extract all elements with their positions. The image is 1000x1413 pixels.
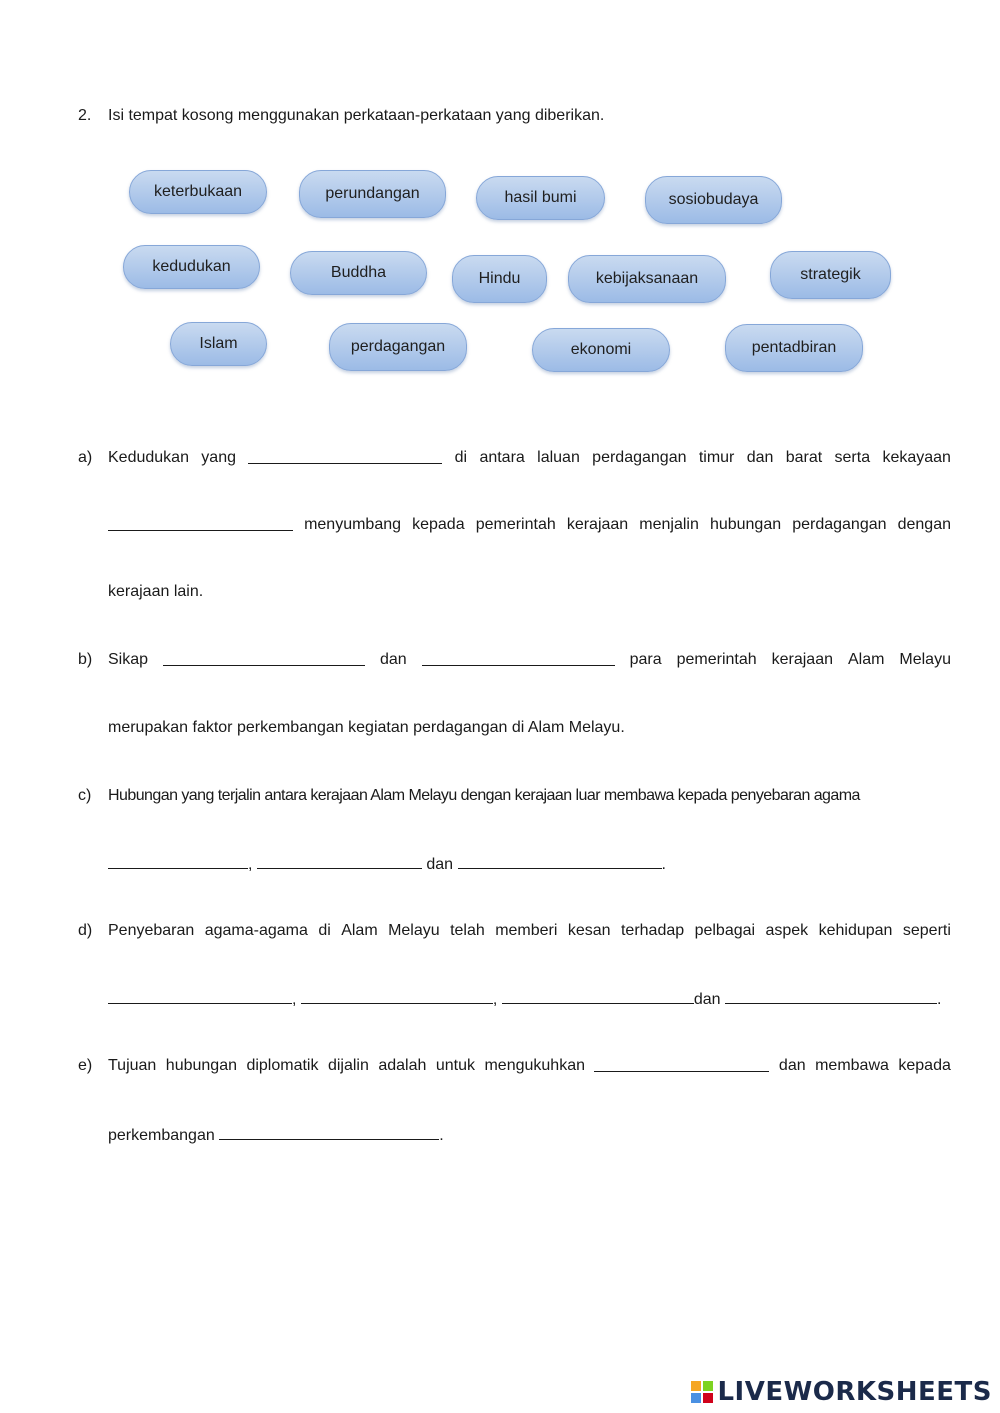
period: .	[439, 1127, 444, 1144]
blank-b-2[interactable]	[422, 651, 615, 666]
question-d-word: telah	[450, 922, 485, 939]
question-c-label: c)	[78, 787, 92, 804]
question-e-word: dijalin	[327, 1057, 369, 1074]
question-a-line-3: kerajaan lain.	[108, 583, 204, 600]
question-a-word: laluan	[537, 449, 580, 466]
question-a-word: perdagangan	[792, 516, 887, 533]
instruction	[78, 107, 604, 125]
question-a-word: antara	[479, 449, 525, 466]
logo-text: LIVEWORKSHEETS	[717, 1377, 992, 1407]
question-a-word: menjalin	[639, 516, 699, 533]
word-sosiobudaya[interactable]: sosiobudaya	[645, 176, 782, 224]
question-d-word: Melayu	[388, 922, 440, 939]
question-b-line-1	[108, 651, 951, 669]
blank-e-1[interactable]	[594, 1057, 769, 1072]
question-b-word: Alam	[847, 651, 885, 668]
question-b-word: dan	[379, 651, 407, 668]
comma: ,	[248, 856, 253, 873]
question-d-word: kehidupan	[818, 922, 893, 939]
question-c-word: dan	[426, 856, 454, 873]
question-b-word: kerajaan	[771, 651, 833, 668]
blank-d-3[interactable]	[502, 989, 694, 1004]
word-ekonomi[interactable]: ekonomi	[532, 328, 670, 372]
word-hindu[interactable]: Hindu	[452, 255, 547, 303]
question-e-word: kepada	[898, 1057, 951, 1074]
question-e-word: adalah	[378, 1057, 427, 1074]
question-d-word: terhadap	[620, 922, 685, 939]
question-a-word: kepada	[412, 516, 465, 533]
liveworksheets-logo	[691, 1377, 992, 1407]
question-a-word: perdagangan	[592, 449, 687, 466]
instruction-text: Isi tempat kosong menggunakan perkataan-perkataan yang diberikan.	[108, 107, 605, 124]
comma: ,	[292, 991, 297, 1008]
question-e-word: hubungan	[165, 1057, 237, 1074]
question-a-word: yang	[201, 449, 236, 466]
question-d-word: agama-agama	[204, 922, 308, 939]
blank-c-1[interactable]	[108, 854, 248, 869]
question-d-word: seperti	[902, 922, 951, 939]
period: .	[661, 856, 666, 873]
word-keterbukaan[interactable]: keterbukaan	[129, 170, 267, 214]
question-d-word: Penyebaran	[108, 922, 195, 939]
question-b-word: para	[629, 651, 662, 668]
question-e-word: untuk	[435, 1057, 475, 1074]
question-a-word: timur	[698, 449, 735, 466]
logo-mark-icon	[691, 1381, 713, 1403]
word-strategik[interactable]: strategik	[770, 251, 891, 299]
question-e-word: membawa	[815, 1057, 889, 1074]
comma: ,	[492, 991, 498, 1008]
blank-a-1[interactable]	[248, 449, 442, 464]
question-a-word: hubungan	[709, 516, 782, 533]
question-d-word: dan	[693, 991, 721, 1008]
blank-e-2[interactable]	[219, 1125, 439, 1140]
word-kebijaksanaan[interactable]: kebijaksanaan	[568, 255, 726, 303]
question-a-word: di	[454, 449, 468, 466]
blank-d-2[interactable]	[301, 989, 493, 1004]
question-e-label: e)	[78, 1057, 93, 1074]
question-d-line-1	[108, 922, 951, 940]
question-a-line-2	[108, 516, 951, 534]
question-b-word: Sikap	[108, 651, 149, 668]
question-a-word: serta	[834, 449, 871, 466]
question-e-word: diplomatik	[246, 1057, 319, 1074]
question-e-word: Tujuan	[108, 1057, 157, 1074]
question-b-word: Melayu	[899, 651, 951, 668]
word-perdagangan[interactable]: perdagangan	[329, 323, 467, 371]
question-c-line-1: Hubungan yang terjalin antara kerajaan Alam Melayu dengan kerajaan luar membawa kepada penyebaran agama	[108, 787, 860, 804]
question-e-word: perkembangan	[108, 1127, 215, 1144]
question-d-label: d)	[78, 922, 93, 939]
question-b-label: b)	[78, 651, 93, 668]
blank-c-3[interactable]	[458, 854, 662, 869]
question-e-word: mengukuhkan	[484, 1057, 585, 1074]
word-islam[interactable]: Islam	[170, 322, 267, 366]
word-pentadbiran[interactable]: pentadbiran	[725, 324, 863, 372]
question-a-word: dan	[746, 449, 774, 466]
question-a-word: kekayaan	[882, 449, 951, 466]
question-a-word: kerajaan	[566, 516, 629, 533]
blank-c-2[interactable]	[257, 854, 422, 869]
question-e-word: dan	[778, 1057, 806, 1074]
question-a-word: Kedudukan	[108, 449, 189, 466]
question-d-line-2	[108, 989, 951, 1009]
question-a-word: barat	[785, 449, 823, 466]
question-number: 2.	[78, 107, 92, 124]
word-perundangan[interactable]: perundangan	[299, 170, 446, 218]
question-d-word: memberi	[495, 922, 558, 939]
question-d-word: di	[318, 922, 331, 939]
question-d-word: aspek	[765, 922, 809, 939]
question-a-label: a)	[78, 449, 93, 466]
question-d-word: Alam	[341, 922, 378, 939]
blank-d-1[interactable]	[108, 989, 292, 1004]
question-e-line-1	[108, 1057, 951, 1075]
period: .	[936, 991, 942, 1008]
word-kedudukan[interactable]: kedudukan	[123, 245, 260, 289]
question-a-word: pemerintah	[475, 516, 556, 533]
word-hasil-bumi[interactable]: hasil bumi	[476, 176, 605, 220]
question-e-line-2	[108, 1125, 951, 1145]
blank-a-2[interactable]	[108, 516, 293, 531]
question-d-word: kesan	[567, 922, 611, 939]
question-b-line-2: merupakan faktor perkembangan kegiatan perdagangan di Alam Melayu.	[108, 719, 625, 736]
blank-b-1[interactable]	[163, 651, 365, 666]
question-a-word: menyumbang	[304, 516, 402, 533]
question-d-word: pelbagai	[694, 922, 756, 939]
question-a-word: dengan	[897, 516, 951, 533]
question-b-word: pemerintah	[676, 651, 757, 668]
question-a-line-1	[108, 449, 951, 467]
word-buddha[interactable]: Buddha	[290, 251, 427, 295]
question-c-line-2	[108, 854, 951, 874]
blank-d-4[interactable]	[725, 989, 937, 1004]
